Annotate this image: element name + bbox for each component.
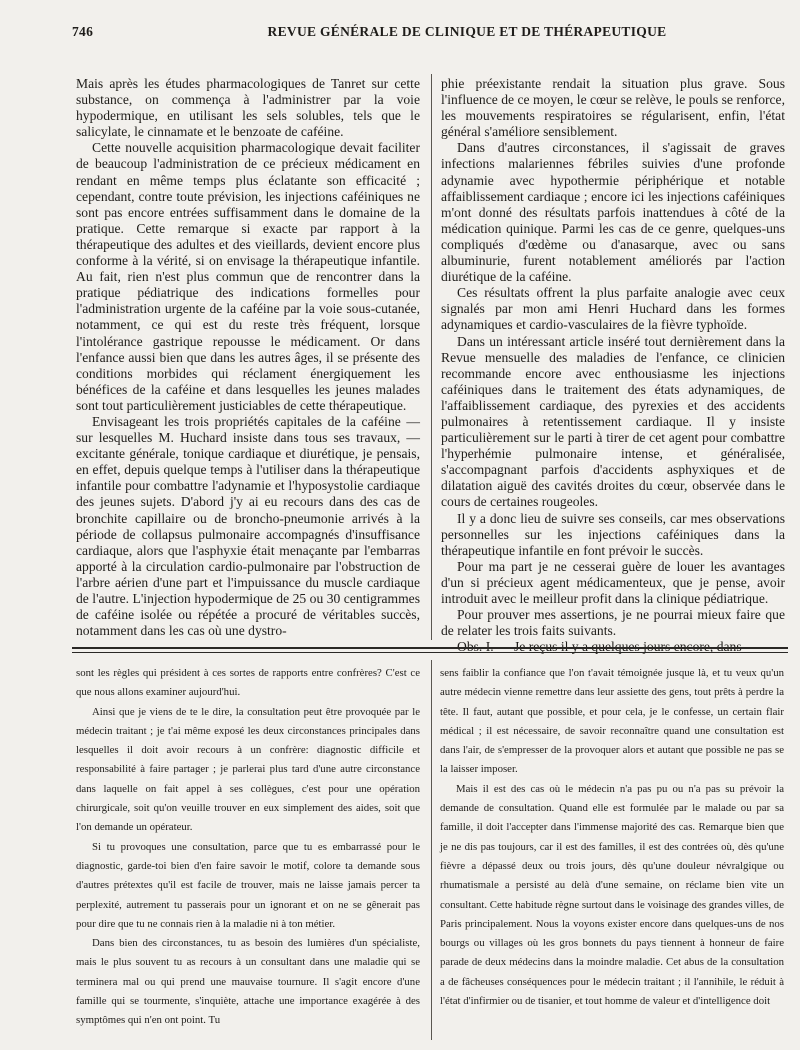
feuilleton-paragraph: Mais il est des cas où le médecin n'a pas pu ou n'a pas su prévoir la demande de consultation. Quand elle est formulée par le malade ou par sa famille, il doit l'accepter dans l'immense majorité des cas. Remarque bien que je ne dis pas toujours, car il est des familles, il est des contrées où, dès qu'une fièvre a dépassé deux ou trois jours, dès qu'une douleur névralgique ou rhumatismale a persisté au delà d'une semaine, on réclame bien vite un consultant. Cette habitude règne surtout dans le voisinage des grandes villes, de Paris principalement. Nous la voyons exister encore dans quelques-uns de nos bourgs ou villages où les gros bonnets du pays tiennent à honneur de faire parade de deux médecins dans la moindre maladie. Cet abus de la consultation a de fâcheuses conséquences pour le médecin traitant ; il l'annihile, le réduit à l'état d'infirmier ou de tisanier, et tout homme de valeur et d'intelligence doit [440,782,784,1008]
feuilleton-paragraph: Ainsi que je viens de te le dire, la consultation peut être provoquée par le médecin traitant ; je t'ai même exposé les deux circonstances principales dans lesquelles il doit avoir recours à un confrère: diagnostic difficile et responsabilité à faire partager ; je parlerai plus tard d'une autre circonstance dans laquelle on fait appel à ses collègues, c'est pour une opération chirurgicale, soit qu'on veuille trouver en eux simplement des aides, soit que l'on demande un opérateur. [76,705,420,834]
running-header [72,24,784,46]
feuilleton-column-left [76,664,420,1031]
feuilleton-paragraph: Dans bien des circonstances, tu as besoin des lumières d'un spécialiste, mais le plus souvent tu as recours à un consultant dans une maladie qui se terminera mal ou qui prend une mauvaise tournure. Il s'agit encore d'une famille qui se tourmente, s'inquiète, attache une importance exagérée à des symptômes qui n'en ont point. Tu [76,937,420,1027]
article-paragraph: Dans d'autres circonstances, il s'agissait de graves infections malariennes fébriles suivies d'une profonde adynamie avec hypothermie périphérique et notable affaiblissement cardiaque ; encore ici les injections caféiniques m'ont donné des résultats parfois inattendues à côté de la médication quinique. Parmi les cas de ce genre, quelques-uns compliqués d'œdème ou d'anasarque, avec ou sans albuminurie, furent notablement améliorés par l'action diurétique de la caféine. [441,140,785,285]
article-paragraph: Cette nouvelle acquisition pharmacologique devait faciliter de beaucoup l'administration de ce précieux médicament en rendant en même temps plus éclatante son efficacité ; cependant, contre toute prévision, les injections caféiniques ne sont pas encore entrées suffisamment dans le domaine de la pratique. Cette remarque si exacte par rapport à la thérapeutique des adultes et des vieillards, devient encore plus conforme à la vérité, si on envisage la thérapeutique infantile. Au fait, rien n'est plus commun que de rencontrer dans la pratique pédiatrique des indications formelles pour l'administration urgente de la caféine par la voie sous-cutanée, notamment, ce qui est du reste très fréquent, lorsque l'intolérance gastrique repousse le médicament. Or dans l'enfance aussi bien que dans les autres âges, il se présente des conditions morbides qui réclament énergiquement les bénéfices de la caféine et dans lesquelles les jeunes malades sont tout particulièrement justiciables de cette thérapeutique. [76,140,420,413]
article-paragraph: Ces résultats offrent la plus parfaite analogie avec ceux signalés par mon ami Henri Huchard dans les formes adynamiques et cardio-vasculaires de la fièvre typhoïde. [441,285,785,333]
article-column-right [441,76,785,655]
article-paragraph: Pour ma part je ne cesserai guère de louer les avantages d'un si précieux agent médicamenteux, que je pense, avoir introduit avec le meilleur profit dans la clinique pédiatrique. [441,558,785,606]
page-number: 746 [72,24,94,39]
feuilleton-column-right [440,664,784,1011]
article-paragraph: Dans un intéressant article inséré tout dernièrement dans la Revue mensuelle des maladies de l'enfance, ce clinicien recommande encore avec enthousiasme les injections caféiniques dans le traitement des états adynamiques, de l'affaiblissement cardiaque, des pyrexies et des accidents pulmonaires à retentissement cardiaque. Il y insiste particulièrement sur le parti à tirer de cet agent pour combattre l'hyperhémie pulmonaire intense, et généralisée, s'accompagnant parfois d'accidents asphyxiques et de dilatation aiguë des cavités droites du cœur, observée dans le cours de certaines rougeoles. [441,333,785,510]
feuilleton-paragraph: sens faiblir la confiance que l'on t'avait témoignée jusque là, et tu veux qu'un autre médecin vienne remettre dans leur assiette des gens, tout prêts à perdre la tête. Il faut, autant que possible, et pour cela, je le confesse, un certain flair médical ; il est nécessaire, de savoir reconnaître quand une consultation est dans l'air, de s'empresser de la provoquer alors et autant que possible ne pas se la laisser imposer. [440,667,784,776]
article-paragraph: Pour prouver mes assertions, je ne pourrai mieux faire que de relater les trois faits suivants. [441,607,785,639]
section-separator-thick [72,647,788,649]
column-divider [431,660,432,1040]
article-paragraph: Il y a donc lieu de suivre ses conseils, car mes observations personnelles sur les injections caféiniques dans la thérapeutique infantile en font prévoir le succès. [441,510,785,558]
article-paragraph: Envisageant les trois propriétés capitales de la caféine — sur lesquelles M. Huchard insiste dans tous ses travaux, — excitante générale, tonique cardiaque et diurétique, je pensais, en effet, depuis quelque temps à l'utiliser dans la thérapeutique infantile pour combattre l'adynamie et l'hyposystolie cardiaque des jeunes sujets. D'abord j'y ai eu recours dans des cas de bronchite capillaire ou de broncho-pneumonie arrivés à la période de collapsus pulmonaire accompagnés d'insuffisance cardiaque, alors que l'asphyxie était menaçante par l'embarras apporté à la circulation cardio-pulmonaire par l'obstruction de l'arbre aérien d'une part et l'impuissance du muscle cardiaque de l'autre. L'injection hypodermique de 25 ou 30 centigrammes de caféine isolée ou répétée a procuré de véritables succès, notamment dans les cas où une dystro- [76,413,420,639]
article-column-left [76,76,420,639]
running-title: REVUE GÉNÉRALE DE CLINIQUE ET DE THÉRAPEUTIQUE [267,24,667,39]
column-divider [431,74,432,640]
section-separator-thin [72,652,788,653]
feuilleton-paragraph: Si tu provoques une consultation, parce que tu es embarrassé pour le diagnostic, garde-toi bien d'en faire savoir le motif, colore ta demande sous d'autres prétextes qu'il est facile de trouver, mais ne laisse jamais percer ta perplexité, autrement tu passerais pour un ignorant et on ne se gênerait pas pour dire que tu ne connais rien à la maladie ni à ton métier. [76,840,420,930]
article-paragraph: phie préexistante rendait la situation plus grave. Sous l'influence de ce moyen, le cœur se relève, le pouls se renforce, les mouvements respiratoires se régularisent, enfin, l'état général s'améliore sensiblement. [441,76,785,140]
article-paragraph: Mais après les études pharmacologiques de Tanret sur cette substance, on commença à l'administrer par la voie hypodermique, en utilisant les sels solubles, tels que le salicylate, le cinnamate et le benzoate de caféine. [76,76,420,140]
feuilleton-paragraph: sont les règles qui président à ces sortes de rapports entre confrères? C'est ce que nous allons examiner aujourd'hui. [76,667,420,699]
